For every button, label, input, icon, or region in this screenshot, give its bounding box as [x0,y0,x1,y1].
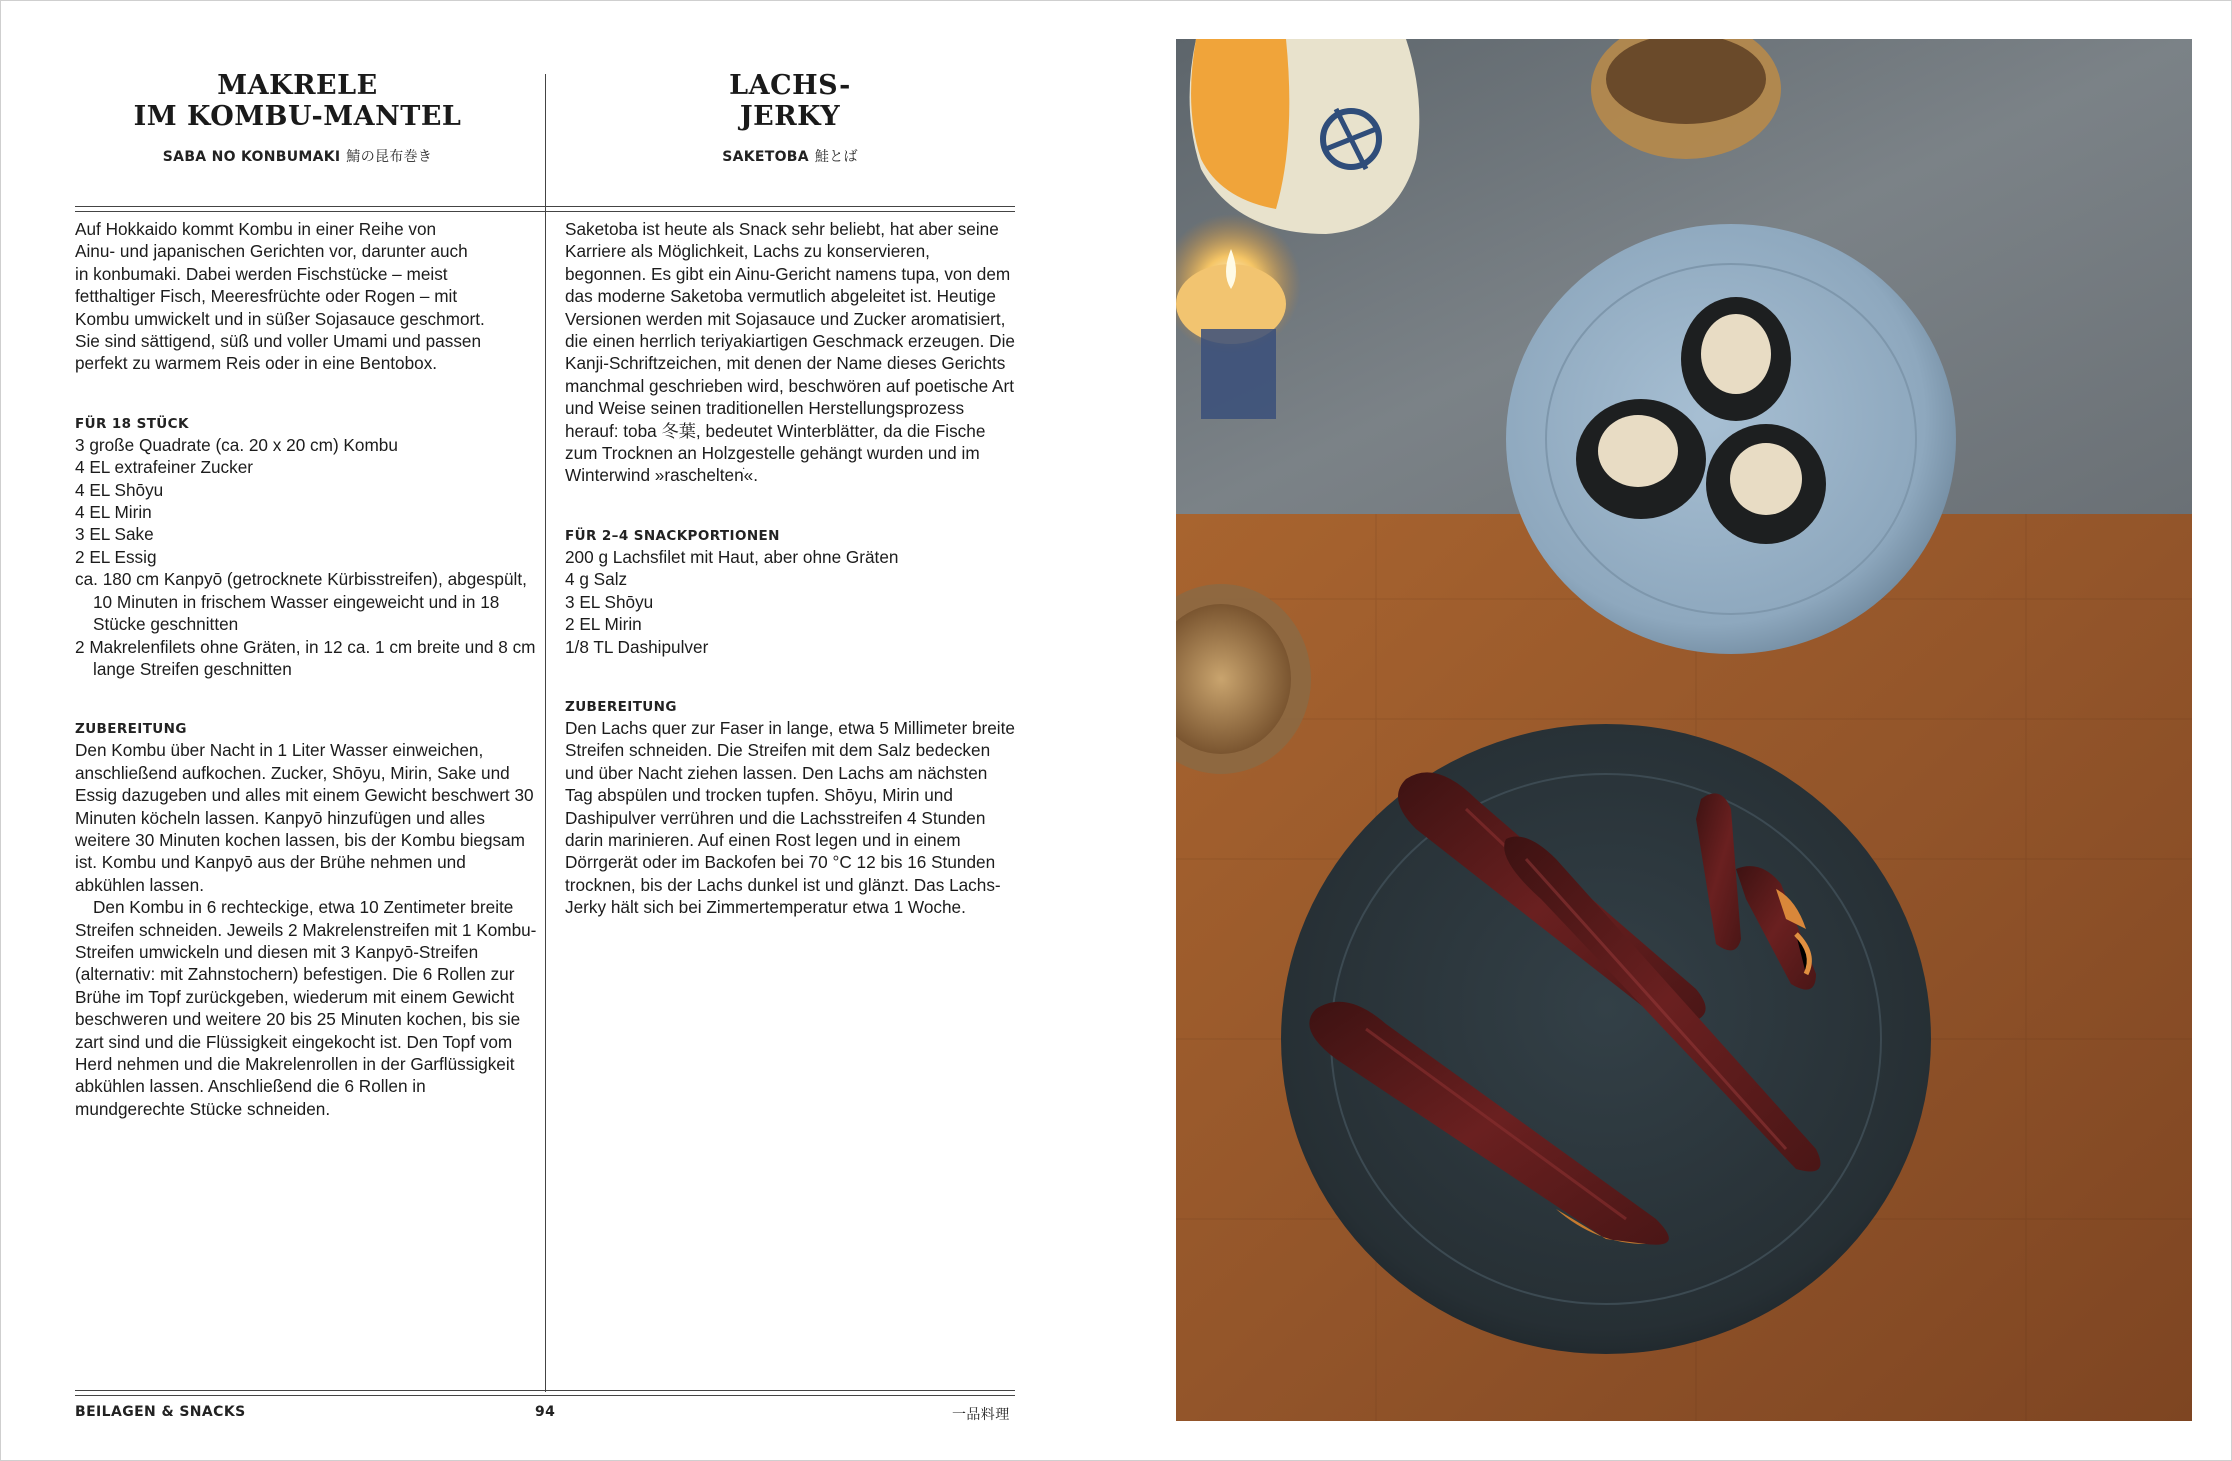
header-rule-top [75,206,1015,207]
left-recipe-header [75,70,520,166]
left-ingredients-label: FÜR 18 STÜCK [75,415,189,432]
footer-section-name: BEILAGEN & SNACKS [75,1404,246,1420]
right-subtitle-romaji: SAKETOBA [722,149,809,165]
ingredient-item: 3 EL Shōyu [565,591,654,612]
right-title-line-2: JERKY [739,101,841,132]
left-subtitle-japanese: 鯖の昆布巻き [346,149,433,165]
right-ingredients-label: FÜR 2–4 SNACKPORTIONEN [565,527,780,544]
ingredient-item: 2 EL Mirin [565,614,642,635]
left-intro-line: Kombu umwickelt und in süßer Sojasauce geschmort. [75,308,485,329]
ingredient-item: ca. 180 cm Kanpyō (getrocknete Kürbisstreifen), abgespült, 10 Minuten in frischem Wasser eingeweicht und in 18 Stücke geschnitten [75,569,527,635]
food-photo [1176,39,2192,1421]
left-method-label: ZUBEREITUNG [75,721,187,738]
left-intro-line: Auf Hokkaido kommt Kombu in einer Reihe von [75,219,437,239]
left-recipe-body [75,218,540,1120]
right-method-label: ZUBEREITUNG [565,698,677,715]
left-intro-line: in konbumaki. Dabei werden Fischstücke – meist [75,263,448,284]
left-intro-line: fetthaltiger Fisch, Meeresfrüchte oder Rogen – mit [75,286,458,307]
ingredient-item: 4 g Salz [565,569,628,590]
left-subtitle-romaji: SABA NO KONBUMAKI [162,149,341,165]
right-ingredients-list [565,546,1015,658]
left-method-paragraph-2: Den Kombu in 6 rechteckige, etwa 10 Zentimeter breite Streifen schneiden. Jeweils 2 Makrelenstreifen mit 1 Kombu-Streifen umwickeln und diesen mit 3 Kanpyō-Streifen (alternativ: mit Zahnstochern) befestigen. Die 6 Rollen zur Brühe im Topf zurückgeben, wiederum mit einem Gewicht beschweren und weitere 20 bis 25 Minuten kochen, bis sie zart sind und die Flüssigkeit eingekocht ist. Den Topf vom Herd nehmen und die Makrelenrollen in der Garflüssigkeit abkühlen lassen. Anschließend die 6 Rollen in mundgerechte Stücke schneiden. [75,897,537,1119]
page-number: 94 [535,1404,556,1420]
right-method-paragraph: Den Lachs quer zur Faser in lange, etwa 5 Millimeter breite Streifen schneiden. Die Streifen mit dem Salz bedecken und über Nacht ziehen lassen. Den Lachs am nächsten Tag abspülen und trocken tupfen. Shōyu, Mirin und Dashipulver verrühren und die Lachsstreifen 4 Stunden darin marinieren. Auf einen Rost legen und in einem Dörrgerät oder im Backofen bei 70 °C 12 bis 16 Stunden trocknen, bis der Lachs dunkel ist und glänzt. Das Lachs-Jerky hält sich bei Zimmertemperatur etwa 1 Woche. [565,717,1015,918]
ingredient-item: 1/8 TL Dashipulver [565,636,709,657]
right-intro: Saketoba ist heute als Snack sehr beliebt, hat aber seine Karriere als Möglichkeit, Lachs zu konservieren, begonnen. Es gibt ein Ainu-Gericht namens tupa, von dem das moderne Saketoba vermutlich abgeleitet ist. Heutige Versionen werden mit Sojasauce und Zucker aromatisiert, die einen herrlich teriyakiartigen Geschmack erzeugen. Die Kanji-Schriftzeichen, mit denen der Name dieses Gerichts manchmal geschrieben wird, beschwören auf poetische Art und Weise seinen traditionellen Herstellungsprozess herauf: toba 冬葉, bedeutet Winterblätter, da die Fische zum Trocknen an Holzgestelle gehängt wurden und im Winterwind »rascheltenׂ«. [565,219,1015,486]
ingredient-item: 4 EL Shōyu [75,479,164,500]
footer-rule-bottom [75,1395,1015,1396]
ingredient-item: 2 Makrelenfilets ohne Gräten, in 12 ca. 1 cm breite und 8 cm lange Streifen geschnitten [75,636,536,679]
food-photo-svg [1176,39,2192,1421]
left-title-line-1: MAKRELE [217,70,378,101]
ingredient-item: 4 EL extrafeiner Zucker [75,457,254,478]
footer-section-japanese: 一品料理 [952,1407,1010,1423]
ingredient-item: 2 EL Essig [75,546,157,567]
right-title-line-1: LACHS- [729,70,851,101]
ingredient-item: 3 große Quadrate (ca. 20 x 20 cm) Kombu [75,434,398,455]
footer-rule-top [75,1390,1015,1391]
header-rule-bottom [75,211,1015,212]
left-recipe-title [75,70,520,132]
ingredient-item: 3 EL Sake [75,524,154,545]
left-intro [75,218,540,375]
ingredient-item: 4 EL Mirin [75,502,152,523]
left-intro-line: Ainu- und japanischen Gerichten vor, darunter auch [75,241,468,262]
right-recipe-body [565,218,1015,919]
right-recipe-header [565,70,1015,166]
left-recipe-subtitle [75,146,520,166]
left-title-line-2: IM KOMBU-MANTEL [133,101,462,132]
left-ingredients-list [75,434,540,680]
right-subtitle-japanese: 鮭とば [814,149,858,165]
right-recipe-title [565,70,1015,132]
ingredient-item: 200 g Lachsfilet mit Haut, aber ohne Gräten [565,546,899,567]
right-recipe-subtitle [565,146,1015,166]
left-intro-line: perfekt zu warmem Reis oder in eine Bentobox. [75,353,438,374]
left-method-paragraph-1: Den Kombu über Nacht in 1 Liter Wasser einweichen, anschließend aufkochen. Zucker, Shōyu, Mirin, Sake und Essig dazugeben und alles mit einem Gewicht beschwert 30 Minuten köcheln lassen. Kanpyō hinzufügen und alles weitere 30 Minuten kochen lassen, bis der Kombu biegsam ist. Kombu und Kanpyō aus der Brühe nehmen und abkühlen lassen. [75,740,534,895]
left-intro-line: Sie sind sättigend, süß und voller Umami und passen [75,331,482,352]
column-divider [545,74,546,1392]
